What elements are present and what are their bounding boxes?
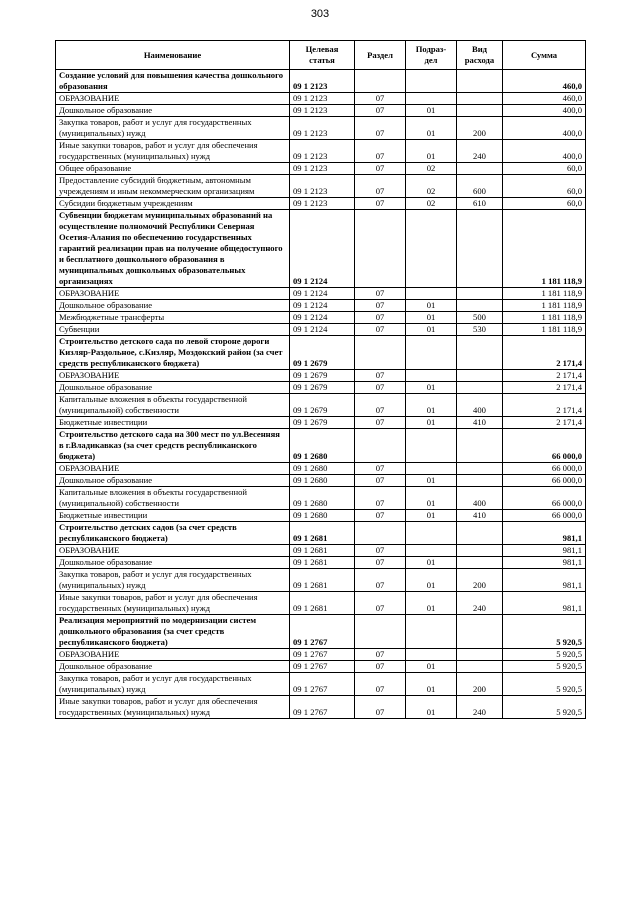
table-row xyxy=(56,117,586,140)
cell-expense-type xyxy=(457,615,503,649)
table-row xyxy=(56,557,586,569)
cell-section: 07 xyxy=(355,163,406,175)
cell-target-article: 09 1 2123 xyxy=(290,93,355,105)
cell-sum: 5 920,5 xyxy=(503,696,586,719)
cell-expense-type: 400 xyxy=(457,394,503,417)
header-sum: Сумма xyxy=(503,41,586,70)
table-row xyxy=(56,370,586,382)
cell-expense-type: 240 xyxy=(457,140,503,163)
cell-expense-type xyxy=(457,557,503,569)
cell-name: Иные закупки товаров, работ и услуг для обеспечения государственных (муниципальных) нужд xyxy=(56,696,290,719)
cell-sum: 981,1 xyxy=(503,557,586,569)
cell-name: Иные закупки товаров, работ и услуг для обеспечения государственных (муниципальных) нужд xyxy=(56,592,290,615)
cell-sum: 60,0 xyxy=(503,163,586,175)
cell-subsection xyxy=(406,463,457,475)
cell-sum: 60,0 xyxy=(503,198,586,210)
cell-name: Капитальные вложения в объекты государственной (муниципальной) собственности xyxy=(56,394,290,417)
cell-sum: 66 000,0 xyxy=(503,463,586,475)
cell-target-article: 09 1 2123 xyxy=(290,70,355,93)
cell-sum: 981,1 xyxy=(503,569,586,592)
cell-subsection xyxy=(406,336,457,370)
cell-name: Субсидии бюджетным учреждениям xyxy=(56,198,290,210)
cell-section: 07 xyxy=(355,198,406,210)
cell-section: 07 xyxy=(355,324,406,336)
cell-target-article: 09 1 2767 xyxy=(290,673,355,696)
cell-sum: 60,0 xyxy=(503,175,586,198)
cell-subsection: 01 xyxy=(406,673,457,696)
cell-name: Иные закупки товаров, работ и услуг для обеспечения государственных (муниципальных) нужд xyxy=(56,140,290,163)
cell-subsection xyxy=(406,288,457,300)
cell-target-article: 09 1 2124 xyxy=(290,324,355,336)
table-row xyxy=(56,615,586,649)
cell-name: Дошкольное образование xyxy=(56,382,290,394)
cell-subsection xyxy=(406,522,457,545)
cell-subsection xyxy=(406,210,457,288)
cell-section: 07 xyxy=(355,394,406,417)
cell-name: Дошкольное образование xyxy=(56,661,290,673)
cell-expense-type xyxy=(457,163,503,175)
cell-name: Межбюджетные трансферты xyxy=(56,312,290,324)
cell-name: Предоставление субсидий бюджетным, автономным учреждениям и иным некоммерческим организациям xyxy=(56,175,290,198)
cell-subsection xyxy=(406,615,457,649)
cell-subsection: 01 xyxy=(406,510,457,522)
cell-target-article: 09 1 2679 xyxy=(290,394,355,417)
cell-target-article: 09 1 2680 xyxy=(290,429,355,463)
header-type-line2: расхода xyxy=(464,55,495,65)
cell-name: Дошкольное образование xyxy=(56,557,290,569)
cell-name: ОБРАЗОВАНИЕ xyxy=(56,545,290,557)
cell-subsection: 02 xyxy=(406,198,457,210)
table-row xyxy=(56,510,586,522)
cell-sum: 1 181 118,9 xyxy=(503,300,586,312)
cell-section: 07 xyxy=(355,463,406,475)
cell-section: 07 xyxy=(355,557,406,569)
cell-target-article: 09 1 2679 xyxy=(290,336,355,370)
budget-table xyxy=(55,40,586,719)
cell-target-article: 09 1 2123 xyxy=(290,198,355,210)
cell-subsection xyxy=(406,70,457,93)
cell-section: 07 xyxy=(355,592,406,615)
cell-section: 07 xyxy=(355,661,406,673)
cell-target-article: 09 1 2123 xyxy=(290,117,355,140)
cell-target-article: 09 1 2681 xyxy=(290,522,355,545)
cell-target-article: 09 1 2679 xyxy=(290,417,355,429)
cell-target-article: 09 1 2680 xyxy=(290,463,355,475)
cell-target-article: 09 1 2124 xyxy=(290,210,355,288)
cell-subsection: 01 xyxy=(406,592,457,615)
cell-sum: 66 000,0 xyxy=(503,487,586,510)
cell-section: 07 xyxy=(355,288,406,300)
cell-name: ОБРАЗОВАНИЕ xyxy=(56,463,290,475)
header-target-article xyxy=(290,41,355,70)
cell-sum: 2 171,4 xyxy=(503,336,586,370)
cell-sum: 400,0 xyxy=(503,105,586,117)
cell-section: 07 xyxy=(355,93,406,105)
cell-sum: 5 920,5 xyxy=(503,673,586,696)
cell-target-article: 09 1 2767 xyxy=(290,649,355,661)
cell-subsection: 01 xyxy=(406,487,457,510)
cell-sum: 981,1 xyxy=(503,522,586,545)
cell-section xyxy=(355,522,406,545)
table-row xyxy=(56,522,586,545)
cell-expense-type xyxy=(457,649,503,661)
cell-subsection: 01 xyxy=(406,696,457,719)
cell-name: ОБРАЗОВАНИЕ xyxy=(56,649,290,661)
table-row xyxy=(56,592,586,615)
table-row xyxy=(56,673,586,696)
cell-expense-type: 610 xyxy=(457,198,503,210)
cell-expense-type: 400 xyxy=(457,487,503,510)
cell-name: Дошкольное образование xyxy=(56,105,290,117)
cell-name: ОБРАЗОВАНИЕ xyxy=(56,288,290,300)
cell-expense-type xyxy=(457,70,503,93)
table-row xyxy=(56,394,586,417)
cell-target-article: 09 1 2680 xyxy=(290,475,355,487)
table-row xyxy=(56,288,586,300)
cell-target-article: 09 1 2124 xyxy=(290,288,355,300)
cell-sum: 400,0 xyxy=(503,140,586,163)
cell-subsection xyxy=(406,370,457,382)
cell-name: Строительство детского сада по левой стороне дороги Кизляр-Раздольное, с.Кизляр, Моздокский район (за счет средств республиканского бюджета) xyxy=(56,336,290,370)
cell-subsection: 01 xyxy=(406,417,457,429)
cell-section: 07 xyxy=(355,312,406,324)
cell-expense-type xyxy=(457,288,503,300)
cell-expense-type: 530 xyxy=(457,324,503,336)
cell-target-article: 09 1 2680 xyxy=(290,510,355,522)
cell-name: ОБРАЗОВАНИЕ xyxy=(56,370,290,382)
table-row xyxy=(56,163,586,175)
cell-sum: 1 181 118,9 xyxy=(503,312,586,324)
cell-subsection: 02 xyxy=(406,175,457,198)
table-row xyxy=(56,475,586,487)
cell-sum: 5 920,5 xyxy=(503,615,586,649)
table-row xyxy=(56,105,586,117)
table-row xyxy=(56,324,586,336)
cell-sum: 2 171,4 xyxy=(503,417,586,429)
cell-expense-type xyxy=(457,463,503,475)
cell-subsection: 01 xyxy=(406,324,457,336)
cell-expense-type xyxy=(457,661,503,673)
cell-expense-type: 200 xyxy=(457,673,503,696)
cell-subsection: 01 xyxy=(406,661,457,673)
cell-target-article: 09 1 2679 xyxy=(290,370,355,382)
cell-section xyxy=(355,615,406,649)
cell-name: Субвенции xyxy=(56,324,290,336)
table-row xyxy=(56,417,586,429)
cell-section: 07 xyxy=(355,569,406,592)
table-row xyxy=(56,210,586,288)
table-row xyxy=(56,382,586,394)
cell-sum: 2 171,4 xyxy=(503,370,586,382)
header-name: Наименование xyxy=(56,41,290,70)
cell-name: Капитальные вложения в объекты государственной (муниципальной) собственности xyxy=(56,487,290,510)
cell-section: 07 xyxy=(355,117,406,140)
cell-name: Создание условий для повышения качества дошкольного образования xyxy=(56,70,290,93)
cell-sum: 66 000,0 xyxy=(503,510,586,522)
cell-expense-type xyxy=(457,545,503,557)
header-subsection-line1: Подраз- xyxy=(415,44,447,54)
cell-expense-type: 500 xyxy=(457,312,503,324)
cell-sum: 981,1 xyxy=(503,592,586,615)
cell-subsection: 01 xyxy=(406,312,457,324)
cell-name: ОБРАЗОВАНИЕ xyxy=(56,93,290,105)
cell-sum: 66 000,0 xyxy=(503,475,586,487)
table-row xyxy=(56,649,586,661)
header-subsection xyxy=(406,41,457,70)
cell-sum: 5 920,5 xyxy=(503,661,586,673)
cell-subsection: 01 xyxy=(406,300,457,312)
cell-target-article: 09 1 2681 xyxy=(290,557,355,569)
cell-expense-type: 240 xyxy=(457,592,503,615)
cell-expense-type xyxy=(457,429,503,463)
table-row xyxy=(56,487,586,510)
table-row xyxy=(56,175,586,198)
cell-subsection: 01 xyxy=(406,140,457,163)
cell-section: 07 xyxy=(355,487,406,510)
cell-subsection: 02 xyxy=(406,163,457,175)
cell-name: Дошкольное образование xyxy=(56,300,290,312)
cell-target-article: 09 1 2124 xyxy=(290,300,355,312)
cell-subsection: 01 xyxy=(406,475,457,487)
cell-section: 07 xyxy=(355,175,406,198)
cell-target-article: 09 1 2681 xyxy=(290,545,355,557)
header-subsection-line2: дел xyxy=(424,55,438,65)
cell-expense-type xyxy=(457,105,503,117)
table-row xyxy=(56,140,586,163)
cell-target-article: 09 1 2124 xyxy=(290,312,355,324)
cell-subsection: 01 xyxy=(406,569,457,592)
cell-name: Строительство детских садов (за счет средств республиканского бюджета) xyxy=(56,522,290,545)
table-body xyxy=(56,70,586,719)
cell-sum: 460,0 xyxy=(503,93,586,105)
table-header xyxy=(56,41,586,70)
table-row xyxy=(56,336,586,370)
table-row xyxy=(56,545,586,557)
cell-section: 07 xyxy=(355,649,406,661)
cell-section: 07 xyxy=(355,475,406,487)
cell-target-article: 09 1 2767 xyxy=(290,696,355,719)
cell-name: Субвенции бюджетам муниципальных образований на осуществление полномочий Республики Северная Осетия-Алания по обеспечению государственных гарантий реализации прав на получение общедоступного и бесплатного дошкольного образования в муниципальных дошкольных образовательных организациях xyxy=(56,210,290,288)
cell-name: Бюджетные инвестиции xyxy=(56,417,290,429)
cell-sum: 400,0 xyxy=(503,117,586,140)
cell-subsection xyxy=(406,649,457,661)
cell-name: Бюджетные инвестиции xyxy=(56,510,290,522)
cell-name: Строительство детского сада на 300 мест по ул.Весенняя в г.Владикавказ (за счет средств республиканского бюджета) xyxy=(56,429,290,463)
cell-expense-type xyxy=(457,336,503,370)
cell-target-article: 09 1 2123 xyxy=(290,105,355,117)
cell-expense-type xyxy=(457,300,503,312)
cell-name: Закупка товаров, работ и услуг для государственных (муниципальных) нужд xyxy=(56,673,290,696)
cell-target-article: 09 1 2123 xyxy=(290,163,355,175)
cell-sum: 1 181 118,9 xyxy=(503,288,586,300)
cell-section: 07 xyxy=(355,300,406,312)
cell-subsection: 01 xyxy=(406,557,457,569)
header-target-line1: Целевая xyxy=(305,44,339,54)
cell-expense-type xyxy=(457,382,503,394)
table-row xyxy=(56,463,586,475)
cell-expense-type: 410 xyxy=(457,417,503,429)
cell-sum: 5 920,5 xyxy=(503,649,586,661)
cell-sum: 460,0 xyxy=(503,70,586,93)
header-expense-type xyxy=(457,41,503,70)
cell-expense-type: 410 xyxy=(457,510,503,522)
cell-subsection xyxy=(406,545,457,557)
cell-sum: 981,1 xyxy=(503,545,586,557)
cell-sum: 2 171,4 xyxy=(503,382,586,394)
cell-sum: 1 181 118,9 xyxy=(503,324,586,336)
cell-section: 07 xyxy=(355,673,406,696)
cell-target-article: 09 1 2679 xyxy=(290,382,355,394)
cell-section xyxy=(355,70,406,93)
cell-section: 07 xyxy=(355,370,406,382)
cell-subsection: 01 xyxy=(406,105,457,117)
cell-expense-type xyxy=(457,93,503,105)
cell-section: 07 xyxy=(355,382,406,394)
cell-expense-type: 240 xyxy=(457,696,503,719)
cell-section xyxy=(355,336,406,370)
table-row xyxy=(56,661,586,673)
cell-subsection: 01 xyxy=(406,117,457,140)
cell-expense-type xyxy=(457,210,503,288)
cell-section: 07 xyxy=(355,545,406,557)
header-target-line2: статья xyxy=(309,55,335,65)
cell-subsection: 01 xyxy=(406,394,457,417)
cell-section: 07 xyxy=(355,140,406,163)
cell-target-article: 09 1 2680 xyxy=(290,487,355,510)
cell-name: Реализация мероприятий по модернизации систем дошкольного образования (за счет средств республиканского бюджета) xyxy=(56,615,290,649)
cell-subsection: 01 xyxy=(406,382,457,394)
cell-section: 07 xyxy=(355,105,406,117)
cell-target-article: 09 1 2123 xyxy=(290,175,355,198)
cell-expense-type: 200 xyxy=(457,117,503,140)
cell-target-article: 09 1 2767 xyxy=(290,615,355,649)
table-row xyxy=(56,300,586,312)
cell-target-article: 09 1 2681 xyxy=(290,592,355,615)
cell-expense-type xyxy=(457,475,503,487)
cell-expense-type xyxy=(457,370,503,382)
cell-sum: 1 181 118,9 xyxy=(503,210,586,288)
cell-expense-type: 200 xyxy=(457,569,503,592)
cell-expense-type xyxy=(457,522,503,545)
cell-section: 07 xyxy=(355,696,406,719)
table-row xyxy=(56,93,586,105)
cell-name: Закупка товаров, работ и услуг для государственных (муниципальных) нужд xyxy=(56,117,290,140)
table-row xyxy=(56,696,586,719)
cell-name: Общее образование xyxy=(56,163,290,175)
cell-section: 07 xyxy=(355,417,406,429)
cell-name: Закупка товаров, работ и услуг для государственных (муниципальных) нужд xyxy=(56,569,290,592)
table-row xyxy=(56,312,586,324)
header-type-line1: Вид xyxy=(471,44,488,54)
cell-section: 07 xyxy=(355,510,406,522)
cell-target-article: 09 1 2767 xyxy=(290,661,355,673)
table-row xyxy=(56,429,586,463)
cell-sum: 66 000,0 xyxy=(503,429,586,463)
cell-name: Дошкольное образование xyxy=(56,475,290,487)
cell-target-article: 09 1 2123 xyxy=(290,140,355,163)
cell-expense-type: 600 xyxy=(457,175,503,198)
table-row xyxy=(56,70,586,93)
table-row xyxy=(56,198,586,210)
cell-sum: 2 171,4 xyxy=(503,394,586,417)
cell-subsection xyxy=(406,93,457,105)
cell-section xyxy=(355,429,406,463)
cell-target-article: 09 1 2681 xyxy=(290,569,355,592)
cell-section xyxy=(355,210,406,288)
table-row xyxy=(56,569,586,592)
header-section: Раздел xyxy=(355,41,406,70)
page-number: 303 xyxy=(310,8,330,20)
cell-subsection xyxy=(406,429,457,463)
